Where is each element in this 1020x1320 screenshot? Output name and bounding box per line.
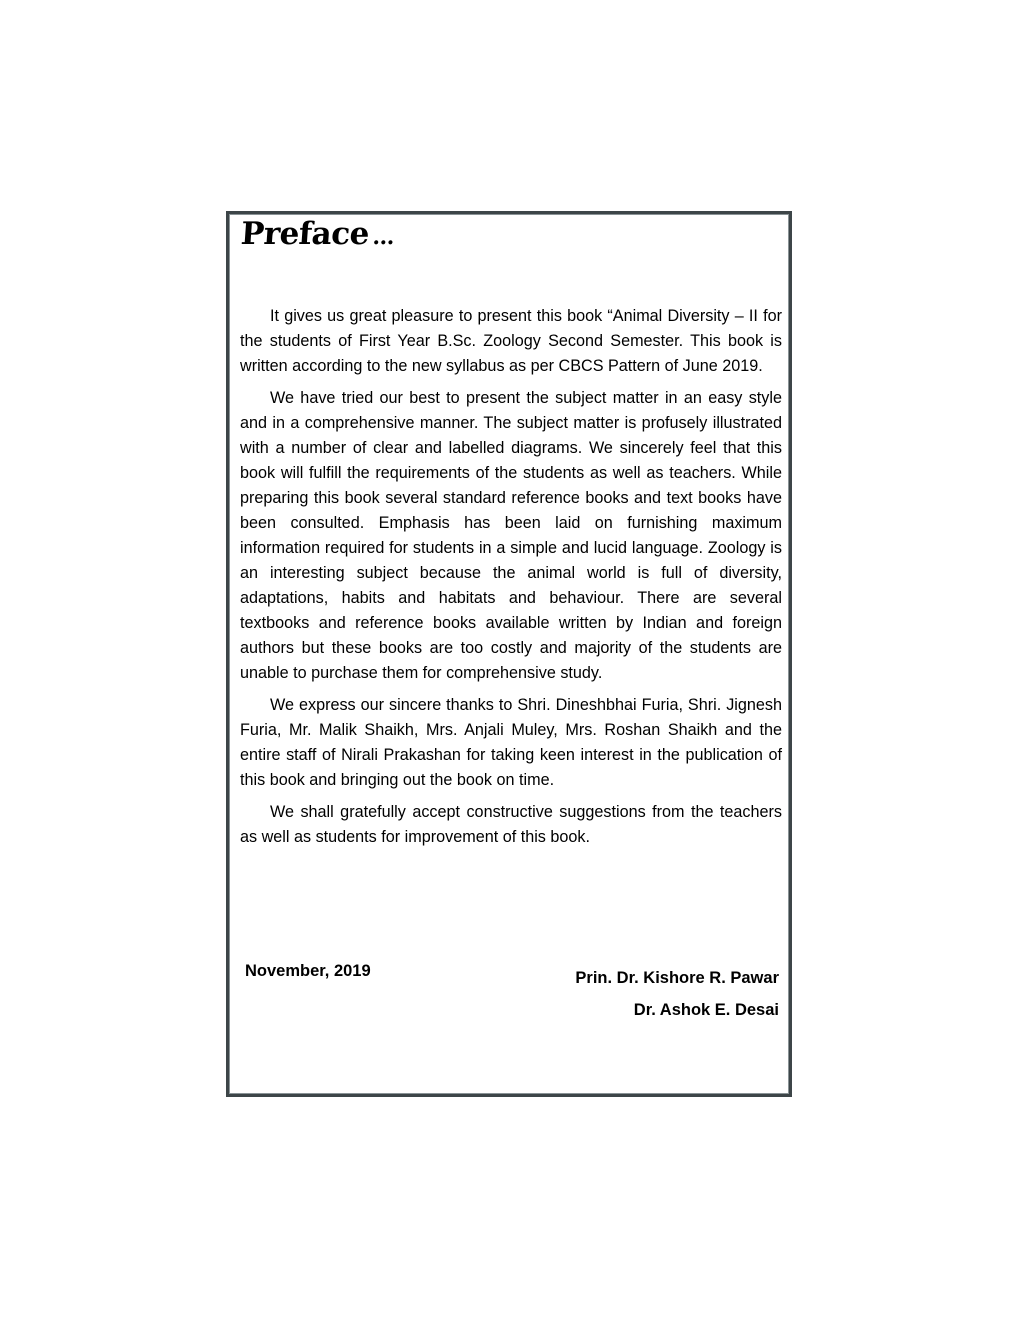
- preface-frame: [226, 211, 792, 1097]
- preface-heading: [240, 216, 396, 252]
- preface-paragraph-1: It gives us great pleasure to present this book “Animal Diversity – II for the students of First Year B.Sc. Zoology Second Semester. This book is written according to the new syllabus as per CBCS Pattern of June 2019.: [240, 307, 782, 375]
- preface-authors: [575, 962, 779, 1026]
- preface-paragraph-4: We shall gratefully accept constructive suggestions from the teachers as well as students for improvement of this book.: [240, 803, 782, 846]
- preface-body: [240, 304, 782, 857]
- preface-paragraph-3: We express our sincere thanks to Shri. Dineshbhai Furia, Shri. Jignesh Furia, Mr. Malik Shaikh, Mrs. Anjali Muley, Mrs. Roshan Shaikh and the entire staff of Nirali Prakashan for taking keen interest in the publication of this book and bringing out the book on time.: [240, 696, 782, 789]
- author-1: Prin. Dr. Kishore R. Pawar: [575, 969, 779, 987]
- preface-title-ellipsis: ...: [371, 224, 396, 250]
- author-2: Dr. Ashok E. Desai: [633, 1001, 779, 1019]
- preface-paragraph-2: We have tried our best to present the subject matter in an easy style and in a comprehensive manner. The subject matter is profusely illustrated with a number of clear and labelled diagrams. We sincerely feel that this book will fulfill the requirements of the students as well as teachers. While preparing this book several standard reference books and text books have been consulted. Emphasis has been laid on furnishing maximum information required for students in a simple and lucid language. Zoology is an interesting subject because the animal world is full of diversity, adaptations, habits and habitats and behaviour. There are several textbooks and reference books available written by Indian and foreign authors but these books are too costly and majority of the students are unable to purchase them for comprehensive study.: [240, 389, 782, 682]
- preface-title: Preface: [239, 216, 371, 252]
- preface-date: November, 2019: [245, 962, 371, 980]
